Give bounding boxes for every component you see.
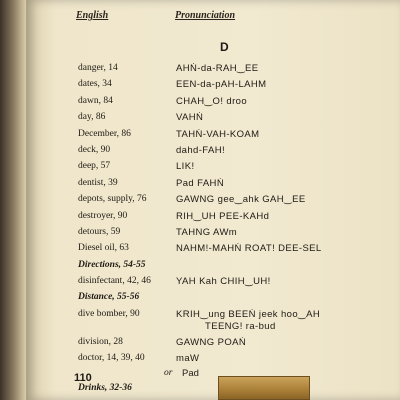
entry-english: danger, 14 — [78, 63, 118, 73]
entry-english: destroyer, 90 — [78, 210, 128, 221]
column-header-pronunciation: Pronunciation — [175, 10, 236, 21]
entry-english: detours, 59 — [78, 226, 121, 237]
entry-row-crossref — [0, 292, 400, 308]
entry-row-crossref — [0, 260, 400, 276]
entry-row — [0, 309, 400, 337]
entry-english: day, 86 — [78, 112, 106, 123]
entry-row — [0, 129, 400, 145]
page-number: 110 — [74, 372, 92, 384]
entry-pronunciation: CHAH‿O! droo — [176, 95, 248, 107]
entry-english: dive bomber, 90 — [78, 308, 140, 319]
entry-row — [0, 353, 400, 368]
entry-pronunciation: VAHṄ — [176, 112, 204, 124]
entry-english: dawn, 84 — [78, 95, 113, 106]
entry-pronunciation: TAHṄ-VAH-KOAM — [176, 128, 260, 140]
entry-pronunciation: Pad FAHṄ — [176, 177, 225, 189]
entry-row-alternate — [0, 368, 400, 383]
entry-pronunciation: RIH‿UH PEE-KAHd — [176, 210, 270, 222]
entry-pronunciation: KRIH‿ung BEEṄ jeek hoo‿AH — [176, 308, 321, 320]
entry-english: Diesel oil, 63 — [78, 243, 129, 254]
entry-english: division, 28 — [78, 336, 123, 347]
entry-row — [0, 79, 400, 95]
entry-row — [0, 211, 400, 227]
entry-row — [0, 227, 400, 243]
entry-pronunciation: NAHM!-MAHṄ ROAT! DEE-SEL — [176, 243, 322, 255]
entry-english-crossref: Distance, 55-56 — [78, 292, 140, 303]
entry-pronunciation: EEN-da-pAH-LAHM — [176, 79, 267, 91]
entry-row — [0, 194, 400, 210]
entry-list — [0, 63, 400, 400]
column-header-english: English — [76, 10, 109, 21]
entry-english: December, 86 — [78, 128, 131, 139]
entry-row — [0, 178, 400, 194]
entry-pronunciation: dahd-FAH! — [176, 144, 226, 156]
entry-english: deck, 90 — [78, 144, 111, 155]
entry-english-crossref: Drinks, 32-36 — [78, 383, 132, 394]
entry-english: depots, supply, 76 — [78, 194, 147, 205]
entry-pronunciation: YAH Kah CHIH‿UH! — [176, 276, 271, 288]
entry-row — [0, 276, 400, 292]
entry-pronunciation: LIK! — [176, 161, 195, 173]
entry-pronunciation: GAWNG gee‿ahk GAH‿EE — [176, 194, 306, 206]
entry-row — [0, 96, 400, 112]
entry-row — [0, 243, 400, 259]
entry-row — [0, 145, 400, 161]
entry-english: disinfectant, 42, 46 — [78, 276, 151, 287]
entry-pronunciation: maW — [176, 353, 200, 365]
entry-english: dates, 34 — [78, 79, 112, 90]
section-letter: D — [220, 40, 229, 54]
entry-english-crossref: Directions, 54-55 — [78, 259, 146, 270]
entry-row-crossref — [0, 383, 400, 399]
entry-pronunciation-alternate: Pad — [182, 368, 199, 380]
entry-pronunciation: GAWNG POAṄ — [176, 336, 247, 348]
entry-pronunciation-continued: TEENG! ra-bud — [205, 320, 276, 332]
entry-row — [0, 161, 400, 177]
entry-row — [0, 112, 400, 128]
entry-pronunciation: TAHNG AWm — [176, 226, 238, 238]
entry-row — [0, 337, 400, 353]
alternate-marker: or — [164, 368, 173, 379]
entry-pronunciation: AHṄ-da-RAH‿EE — [176, 63, 259, 74]
entry-english: doctor, 14, 39, 40 — [78, 353, 145, 364]
entry-english: dentist, 39 — [78, 177, 118, 188]
index-tab — [218, 376, 310, 400]
entry-row — [0, 63, 400, 79]
entry-english: deep, 57 — [78, 161, 111, 172]
